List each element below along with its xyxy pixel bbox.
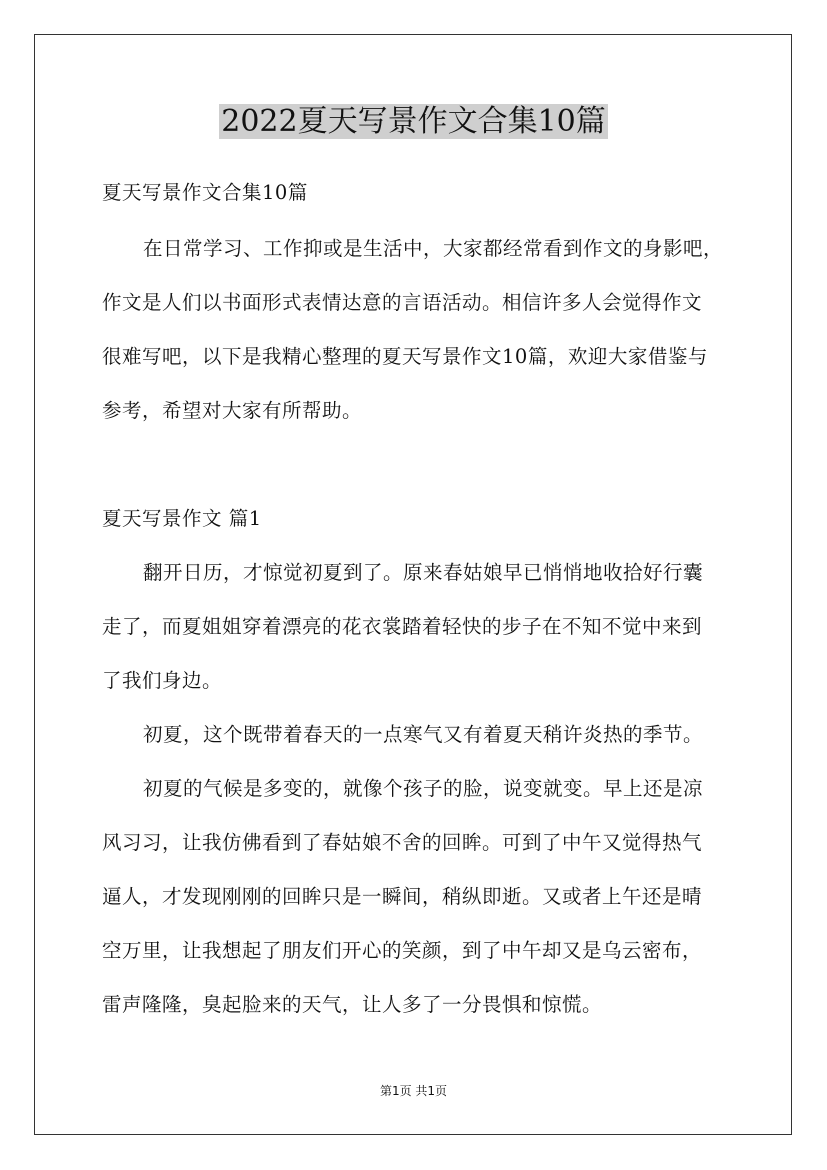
body-line-4: 初夏，这个既带着春天的一点寒气又有着夏天稍许炎热的季节。 <box>143 723 704 746</box>
intro-line-2: 作文是人们以书面形式表情达意的言语活动。相信许多人会觉得作文 <box>102 291 703 314</box>
body-line-5: 初夏的气候是多变的，就像个孩子的脸，说变就变。早上还是凉 <box>143 777 704 800</box>
intro-line-4: 参考，希望对大家有所帮助。 <box>102 399 363 422</box>
intro-line-1: 在日常学习、工作抑或是生活中，大家都经常看到作文的身影吧， <box>143 237 724 260</box>
intro-line-3: 很难写吧，以下是我精心整理的夏天写景作文10篇，欢迎大家借鉴与 <box>102 345 708 368</box>
body-line-7: 逼人，才发现刚刚的回眸只是一瞬间，稍纵即逝。又或者上午还是晴 <box>102 885 703 908</box>
body-line-1: 翻开日历，才惊觉初夏到了。原来春姑娘早已悄悄地收拾好行囊 <box>143 561 704 584</box>
subtitle-line: 夏天写景作文合集10篇 <box>102 181 308 204</box>
body-line-3: 了我们身边。 <box>102 669 223 692</box>
body-line-8: 空万里，让我想起了朋友们开心的笑颜，到了中午却又是乌云密布， <box>102 939 703 962</box>
body-line-6: 风习习，让我仿佛看到了春姑娘不舍的回眸。可到了中午又觉得热气 <box>102 831 703 854</box>
page-footer: 第1页 共1页 <box>379 1084 448 1098</box>
body-line-2: 走了，而夏姐姐穿着漂亮的花衣裳踏着轻快的步子在不知不觉中来到 <box>102 615 703 638</box>
body-line-9: 雷声隆隆，臭起脸来的天气，让人多了一分畏惧和惊慌。 <box>102 993 603 1016</box>
title-text: 2022夏天写景作文合集10篇 <box>221 104 606 139</box>
document-title <box>0 100 827 144</box>
section-heading: 夏天写景作文 篇1 <box>102 507 262 530</box>
